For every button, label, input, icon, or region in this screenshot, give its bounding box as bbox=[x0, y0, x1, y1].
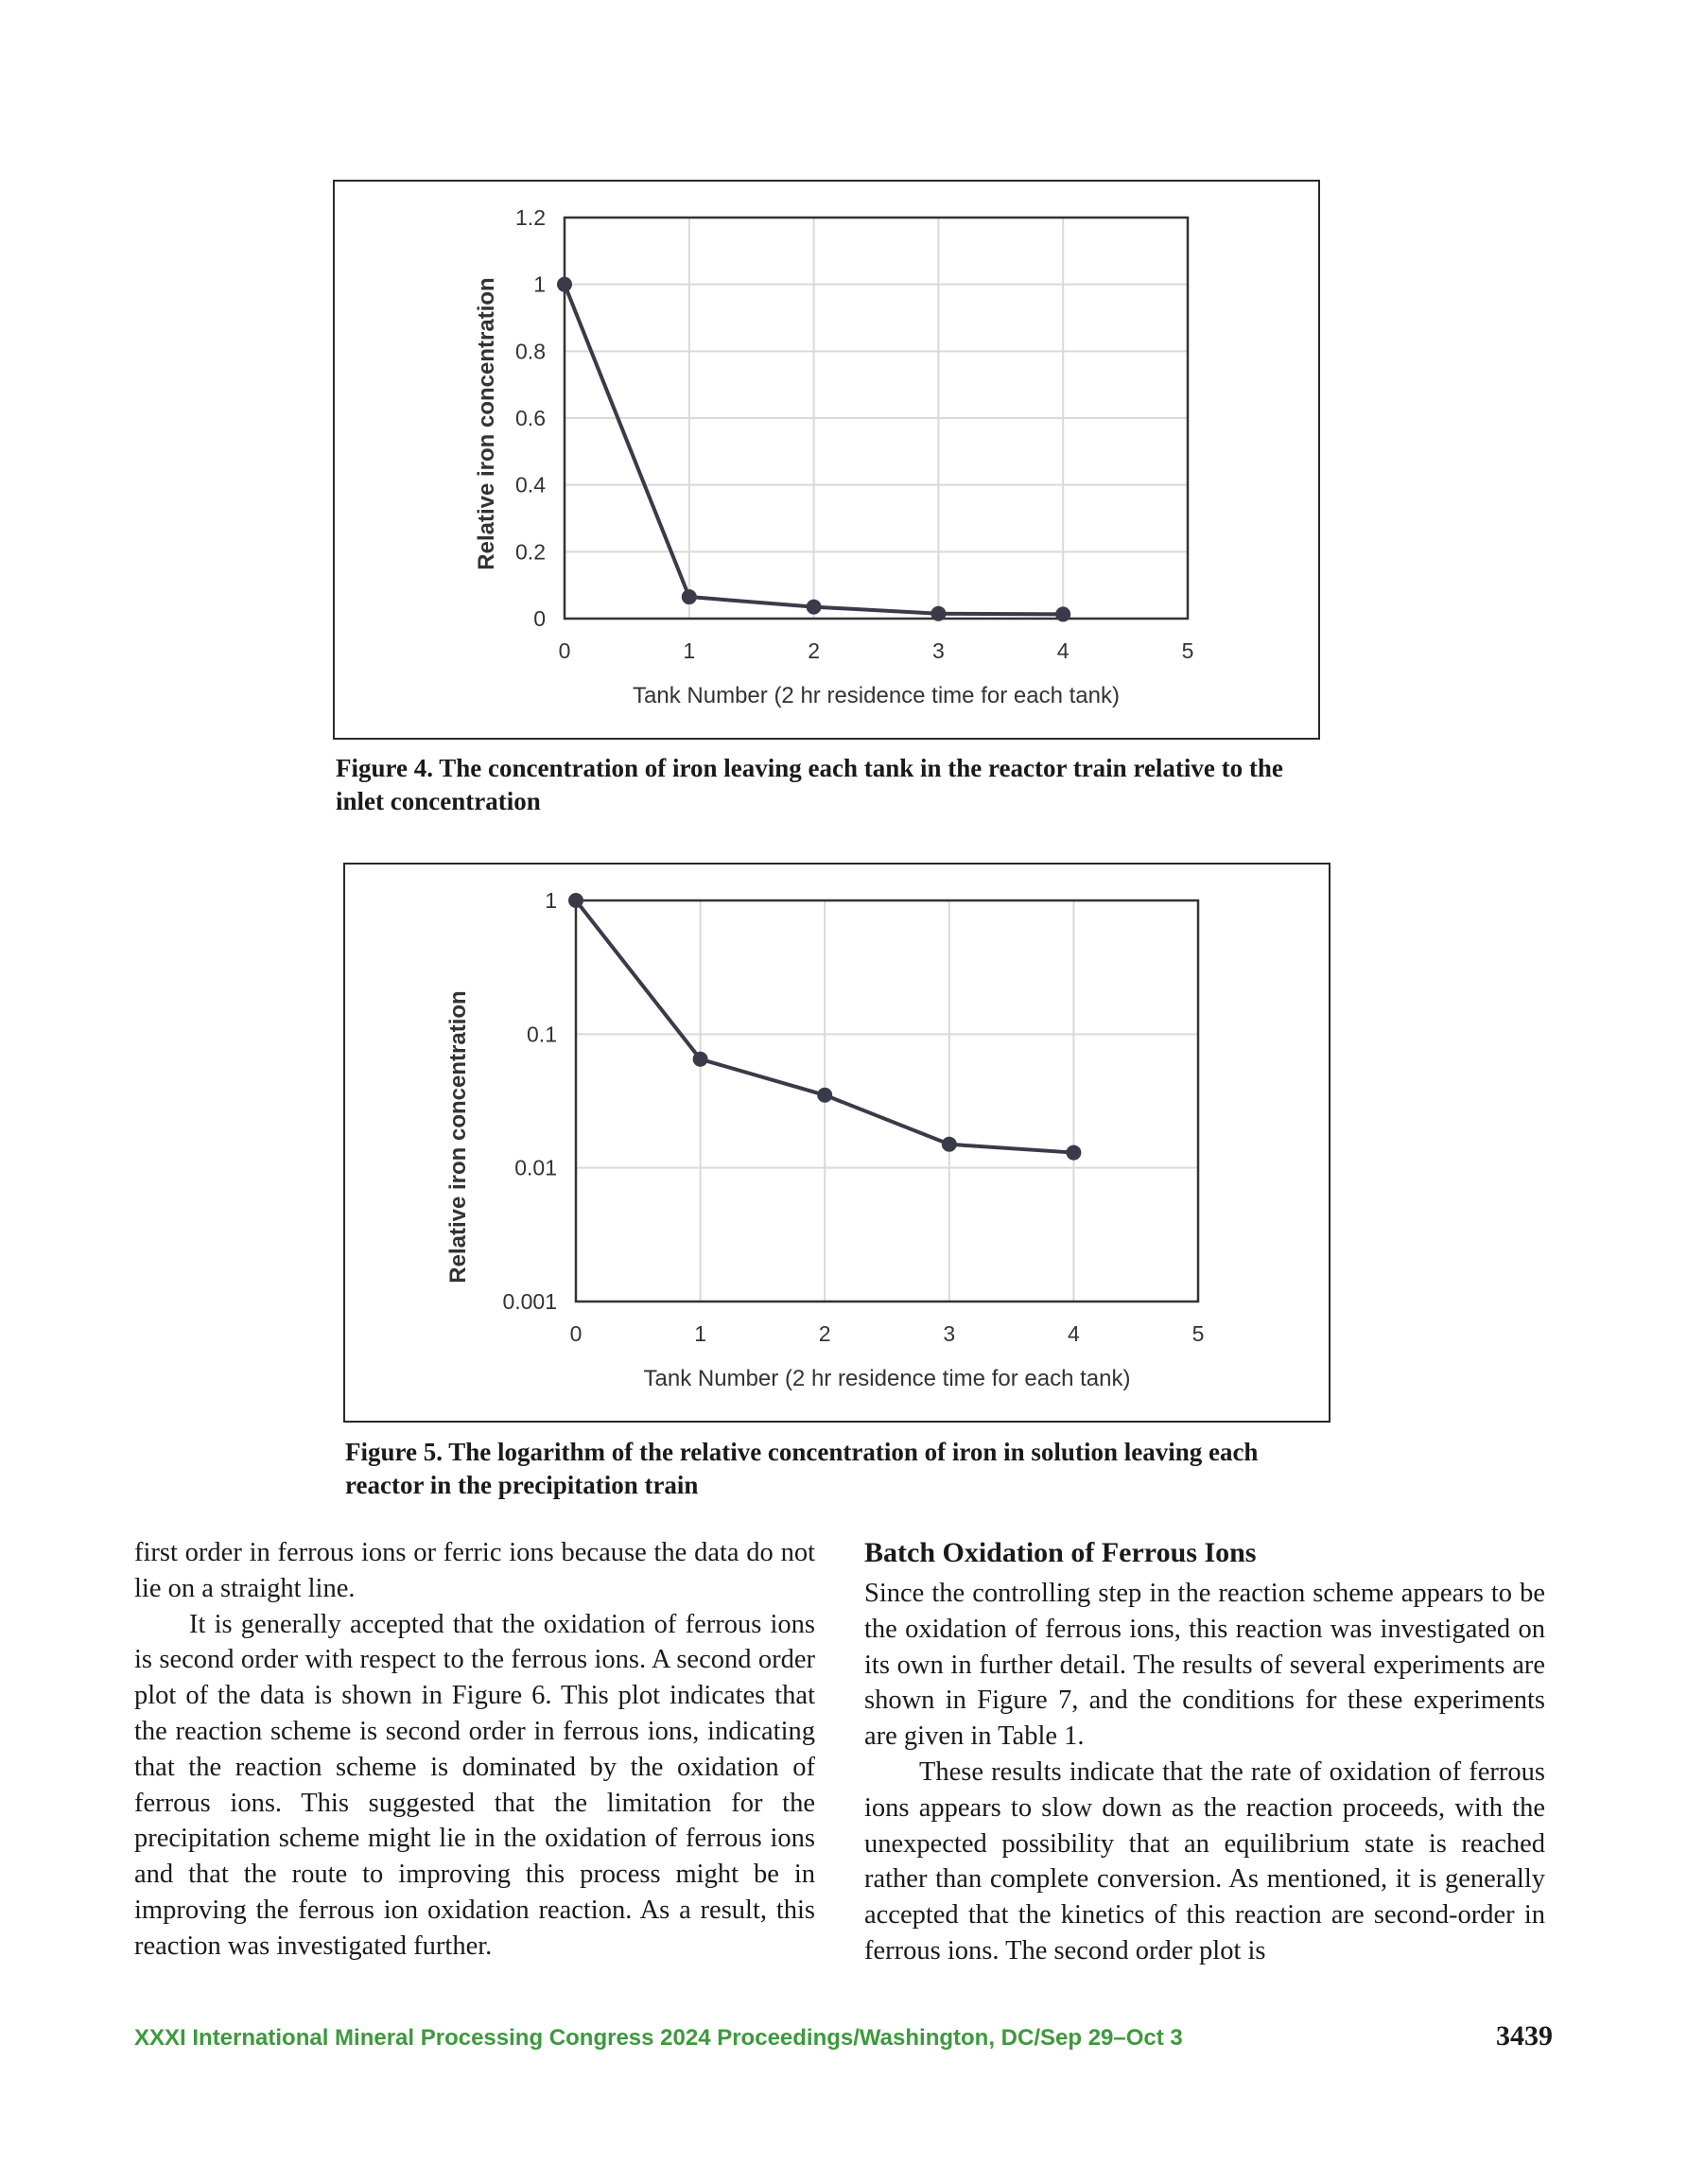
figure-4-chart bbox=[335, 182, 1318, 738]
figure-4-caption: Figure 4. The concentration of iron leaving each tank in the reactor train relative to the inlet concentration bbox=[336, 754, 1283, 815]
right-paragraph-1: Since the controlling step in the reaction scheme appears to be the oxidation of ferrous ions, this reaction was investigated on its own in further detail. The results of several experiments are shown in Figure 7, and the conditions for these experiments are given in Table 1. bbox=[864, 1579, 1545, 1752]
right-text-column bbox=[864, 1535, 1545, 1969]
x-axis-label: Tank Number (2 hr residence time for each tank) bbox=[643, 1366, 1131, 1391]
data-point bbox=[682, 589, 697, 604]
left-paragraph-1: first order in ferrous ions or ferric ions because the data do not lie on a straight line. bbox=[134, 1538, 815, 1603]
right-paragraph-2: These results indicate that the rate of oxidation of ferrous ions appears to slow down as the reaction proceeds, with the unexpected possibility that an equilibrium state is reached rather than complete conversion. As mentioned, it is generally accepted that the kinetics of this reaction are second-order in ferrous ions. The second order plot is bbox=[864, 1756, 1545, 1966]
left-paragraph-2: It is generally accepted that the oxidation of ferrous ions is second order with respect to the ferrous ions. A second order plot of the data is shown in Figure 6. This plot indicates that the reaction scheme is second order in ferrous ions, indicating that the reaction scheme is dominated by the oxidation of ferrous ions. This suggested that the limitation for the precipitation scheme might lie in the oxidation of ferrous ions and that the route to improving this process might be in improving the ferrous ion oxidation reaction. As a result, this reaction was investigated further. bbox=[134, 1609, 815, 1961]
y-tick-label: 0.2 bbox=[515, 539, 546, 565]
y-tick-label: 0.001 bbox=[502, 1289, 557, 1314]
x-tick-label: 5 bbox=[1181, 638, 1194, 663]
x-tick-label: 3 bbox=[943, 1321, 956, 1346]
left-text-column bbox=[134, 1535, 815, 1965]
section-heading: Batch Oxidation of Ferrous Ions bbox=[864, 1537, 1257, 1568]
y-tick-label: 0.1 bbox=[527, 1022, 557, 1047]
page-number: 3439 bbox=[1496, 2020, 1553, 2052]
data-point bbox=[1066, 1145, 1081, 1161]
x-tick-label: 1 bbox=[683, 638, 696, 663]
y-tick-label: 0 bbox=[533, 606, 546, 631]
x-tick-label: 4 bbox=[1068, 1321, 1080, 1346]
x-tick-label: 1 bbox=[694, 1321, 706, 1346]
x-tick-label: 0 bbox=[558, 638, 571, 663]
data-point bbox=[817, 1088, 832, 1103]
y-tick-label: 1.2 bbox=[515, 205, 546, 230]
x-tick-label: 4 bbox=[1056, 638, 1070, 663]
x-tick-label: 2 bbox=[818, 1321, 831, 1346]
figure-5-frame bbox=[343, 863, 1330, 1423]
data-point bbox=[807, 600, 822, 615]
figure-5-caption: Figure 5. The logarithm of the relative concentration of iron in solution leaving each reactor in the precipitation train bbox=[345, 1438, 1259, 1499]
data-point bbox=[693, 1052, 708, 1067]
data-point bbox=[557, 277, 572, 292]
y-tick-label: 1 bbox=[545, 888, 557, 913]
footer-proceedings: XXXI International Mineral Processing Congress 2024 Proceedings/Washington, DC/Sep 29–Oct 3 bbox=[134, 2025, 1183, 2051]
y-tick-label: 0.01 bbox=[514, 1155, 557, 1180]
y-tick-label: 0.4 bbox=[515, 472, 546, 498]
x-tick-label: 2 bbox=[808, 638, 820, 663]
x-tick-label: 0 bbox=[569, 1321, 583, 1346]
data-point bbox=[942, 1137, 957, 1152]
data-point bbox=[930, 606, 946, 621]
x-tick-label: 3 bbox=[932, 638, 945, 663]
x-axis-label: Tank Number (2 hr residence time for each tank) bbox=[633, 683, 1120, 708]
x-tick-label: 5 bbox=[1191, 1321, 1205, 1346]
y-axis-label: Relative iron concentration bbox=[474, 277, 499, 570]
y-tick-label: 0.6 bbox=[515, 406, 546, 430]
figure-5-chart bbox=[345, 865, 1329, 1421]
figure-4-frame bbox=[333, 180, 1320, 740]
data-point bbox=[1055, 606, 1070, 621]
y-tick-label: 1 bbox=[533, 271, 546, 297]
y-axis-label: Relative iron concentration bbox=[445, 990, 471, 1284]
data-point bbox=[568, 893, 583, 908]
plot-area-border bbox=[576, 900, 1198, 1302]
y-tick-label: 0.8 bbox=[515, 339, 546, 364]
